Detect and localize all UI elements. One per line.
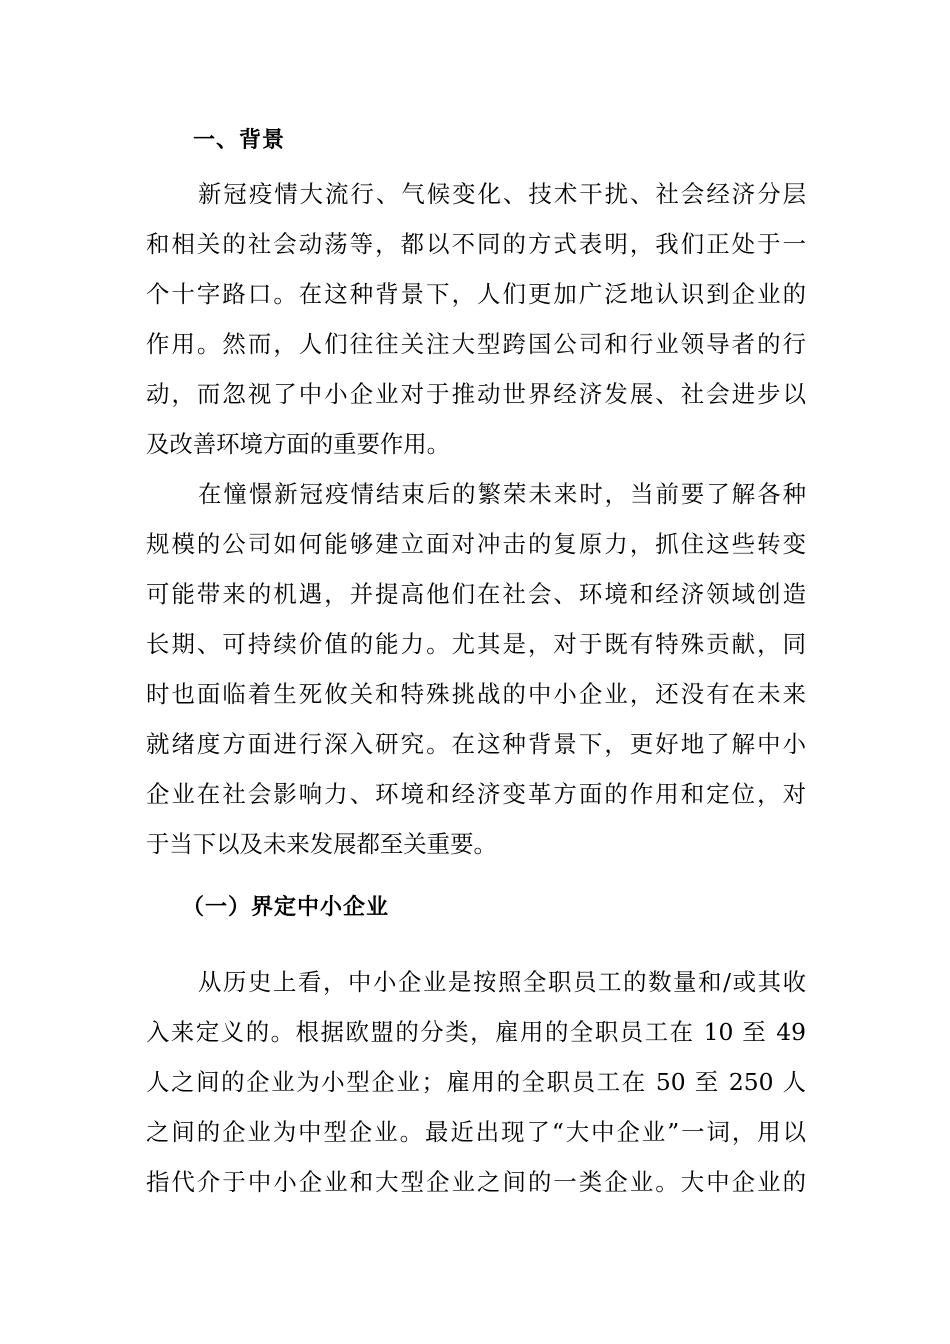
paragraph-line: 可能带来的机遇，并提高他们在社会、环境和经济领域创造 [146, 580, 806, 608]
paragraph-line: 之间的企业为中型企业。最近出现了“大中企业”一词，用以 [146, 1118, 806, 1146]
paragraph-line: 人之间的企业为小型企业；雇用的全职员工在 50 至 250 人 [146, 1068, 806, 1096]
paragraph-line: 从历史上看，中小企业是按照全职员工的数量和/或其收 [198, 968, 806, 996]
paragraph-line: 指代介于中小企业和大型企业之间的一类企业。大中企业的 [146, 1168, 806, 1196]
paragraph-line: 动，而忽视了中小企业对于推动世界经济发展、社会进步以 [146, 380, 806, 408]
section-heading-background: 一、背景 [193, 128, 286, 153]
paragraph-line: 作用。然而，人们往往关注大型跨国公司和行业领导者的行 [146, 330, 806, 358]
paragraph-line: 新冠疫情大流行、气候变化、技术干扰、社会经济分层 [198, 180, 806, 208]
paragraph-line: 时也面临着生死攸关和特殊挑战的中小企业，还没有在未来 [146, 680, 806, 708]
paragraph-line: 企业在社会影响力、环境和经济变革方面的作用和定位，对 [146, 780, 806, 808]
paragraph-line: 个十字路口。在这种背景下，人们更加广泛地认识到企业的 [146, 280, 806, 308]
paragraph-line: 规模的公司如何能够建立面对冲击的复原力，抓住这些转变 [146, 530, 806, 558]
section-heading-define-smes: （一）界定中小企业 [182, 895, 390, 920]
paragraph-line: 及改善环境方面的重要作用。 [146, 430, 451, 458]
paragraph-line: 长期、可持续价值的能力。尤其是，对于既有特殊贡献，同 [146, 630, 806, 658]
paragraph-line: 在憧憬新冠疫情结束后的繁荣未来时，当前要了解各种 [198, 480, 806, 508]
paragraph-line: 入来定义的。根据欧盟的分类，雇用的全职员工在 10 至 49 [146, 1018, 806, 1046]
paragraph-line: 和相关的社会动荡等，都以不同的方式表明，我们正处于一 [146, 230, 806, 258]
paragraph-line: 于当下以及未来发展都至关重要。 [146, 830, 497, 858]
paragraph-line: 就绪度方面进行深入研究。在这种背景下，更好地了解中小 [146, 730, 806, 758]
